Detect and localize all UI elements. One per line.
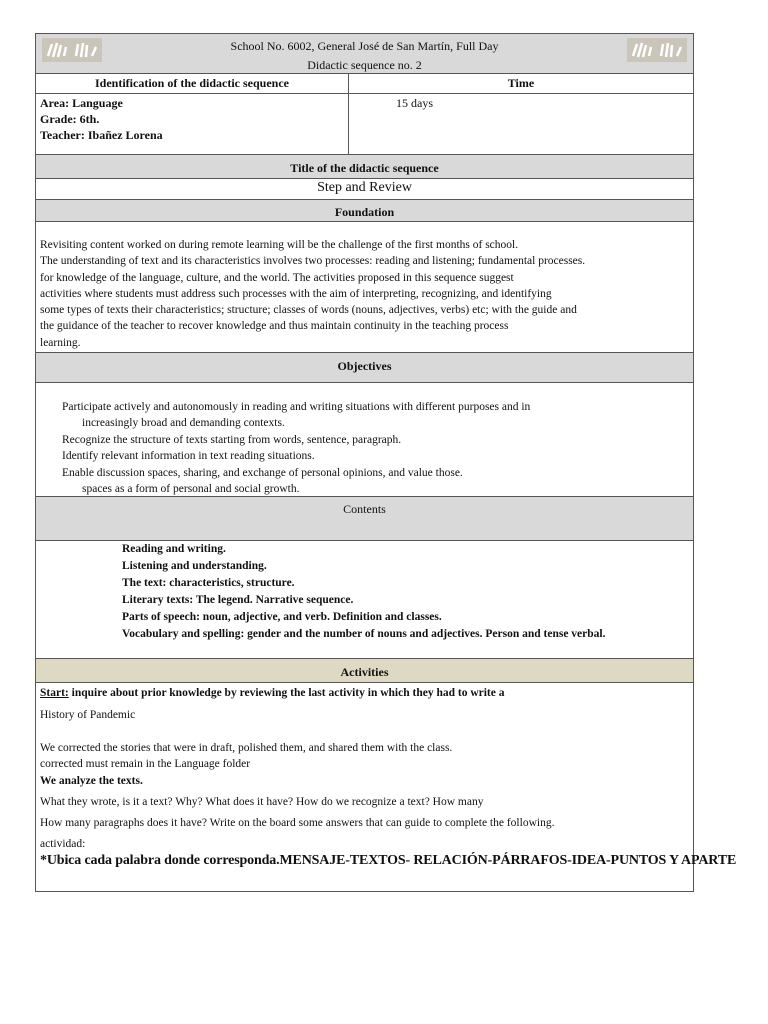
- sequence-title: Step and Review: [36, 179, 693, 200]
- grade-label: Grade: 6th.: [40, 112, 100, 126]
- area-label: Area: Language: [40, 96, 123, 110]
- foundation-line: The understanding of text and its characteristics involves two processes: reading and listening; fundamental processes.: [40, 255, 586, 268]
- objective-item: Identify relevant information in text reading situations.: [62, 450, 315, 463]
- sequence-number: Didactic sequence no. 2: [307, 58, 422, 72]
- activities-text: [36, 683, 737, 891]
- document-header: [36, 34, 693, 74]
- history-line: History of Pandemic: [40, 709, 136, 721]
- identification-heading: Identification of the didactic sequence: [36, 74, 349, 93]
- didactic-sequence-document: [35, 33, 737, 892]
- corrected-line: We corrected the stories that were in draft, polished them, and shared them with the class.: [40, 742, 453, 754]
- bullet-box-icon: [100, 609, 122, 626]
- identification-cell: [36, 94, 349, 154]
- time-value: 15 days: [396, 96, 433, 110]
- activities-heading: Activities: [36, 659, 693, 683]
- content-item: Listening and understanding.: [100, 558, 693, 575]
- instruction-line: *Ubica cada palabra donde corresponda.MENSAJE-TEXTOS- RELACIÓN-PÁRRAFOS-IDEA-PUNTOS Y APARTE: [40, 853, 737, 868]
- content-item: Parts of speech: noun, adjective, and verb. Definition and classes.: [100, 609, 693, 626]
- question-line: What they wrote, is it a text? Why? What does it have? How do we recognize a text? How many: [40, 796, 484, 808]
- objective-item-continued: spaces as a form of personal and social growth.: [82, 483, 300, 496]
- foundation-line: Revisiting content worked on during remote learning will be the challenge of the first months of school.: [40, 239, 519, 251]
- corrected-line: corrected must remain in the Language folder: [40, 758, 251, 770]
- identification-header-row: [36, 74, 693, 94]
- contents-heading: Contents: [36, 497, 693, 541]
- bullet-box-icon: [100, 558, 122, 575]
- time-heading: Time: [507, 76, 535, 90]
- bullet-box-icon: [100, 541, 122, 558]
- content-item: Reading and writing.: [100, 541, 693, 558]
- objectives-list: [36, 383, 693, 497]
- start-line: Start: inquire about prior knowledge by reviewing the last activity in which they had to write a: [40, 687, 505, 699]
- school-name: School No. 6002, General José de San Martín, Full Day: [230, 39, 499, 53]
- foundation-heading: Foundation: [36, 200, 693, 222]
- title-heading: Title of the didactic sequence: [36, 155, 693, 179]
- foundation-line: the guidance of the teacher to recover knowledge and thus maintain continuity in the teaching process: [40, 320, 509, 333]
- objective-item-continued: increasingly broad and demanding contexts.: [82, 417, 285, 430]
- analyze-line: We analyze the texts.: [40, 775, 143, 787]
- question-line: How many paragraphs does it have? Write on the board some answers that can guide to complete the following.: [40, 817, 555, 829]
- bullet-box-icon: [100, 592, 122, 609]
- content-item: Literary texts: The legend. Narrative sequence.: [100, 592, 693, 609]
- content-item: Vocabulary and spelling: gender and the number of nouns and adjectives. Person and tense verbal.: [100, 626, 693, 643]
- foundation-line: learning.: [40, 336, 81, 349]
- objective-item: Participate actively and autonomously in reading and writing situations with different purposes and in: [62, 401, 531, 413]
- bullet-box-icon: [100, 626, 122, 643]
- teacher-label: Teacher: Ibañez Lorena: [40, 128, 163, 142]
- contents-list: [36, 541, 693, 659]
- objective-item: Enable discussion spaces, sharing, and exchange of personal opinions, and value those.: [62, 466, 463, 479]
- foundation-line: for knowledge of the language, culture, and the world. The activities proposed in this sequence suggest: [40, 271, 514, 284]
- foundation-line: some types of texts their characteristics; structure; classes of words (nouns, adjectives, verbs) etc; with the guide and: [40, 304, 577, 317]
- hands-ornament-icon: [627, 38, 687, 62]
- objective-item: Recognize the structure of texts starting from words, sentence, paragraph.: [62, 433, 402, 446]
- foundation-line: activities where students must address such processes with the aim of interpreting, recognizing, and identifying: [40, 287, 552, 300]
- actividad-line: actividad:: [40, 838, 86, 850]
- objectives-heading: Objectives: [36, 353, 693, 383]
- foundation-text: [36, 222, 693, 353]
- bullet-box-icon: [100, 575, 122, 592]
- identification-info-row: [36, 94, 693, 155]
- content-item: The text: characteristics, structure.: [100, 575, 693, 592]
